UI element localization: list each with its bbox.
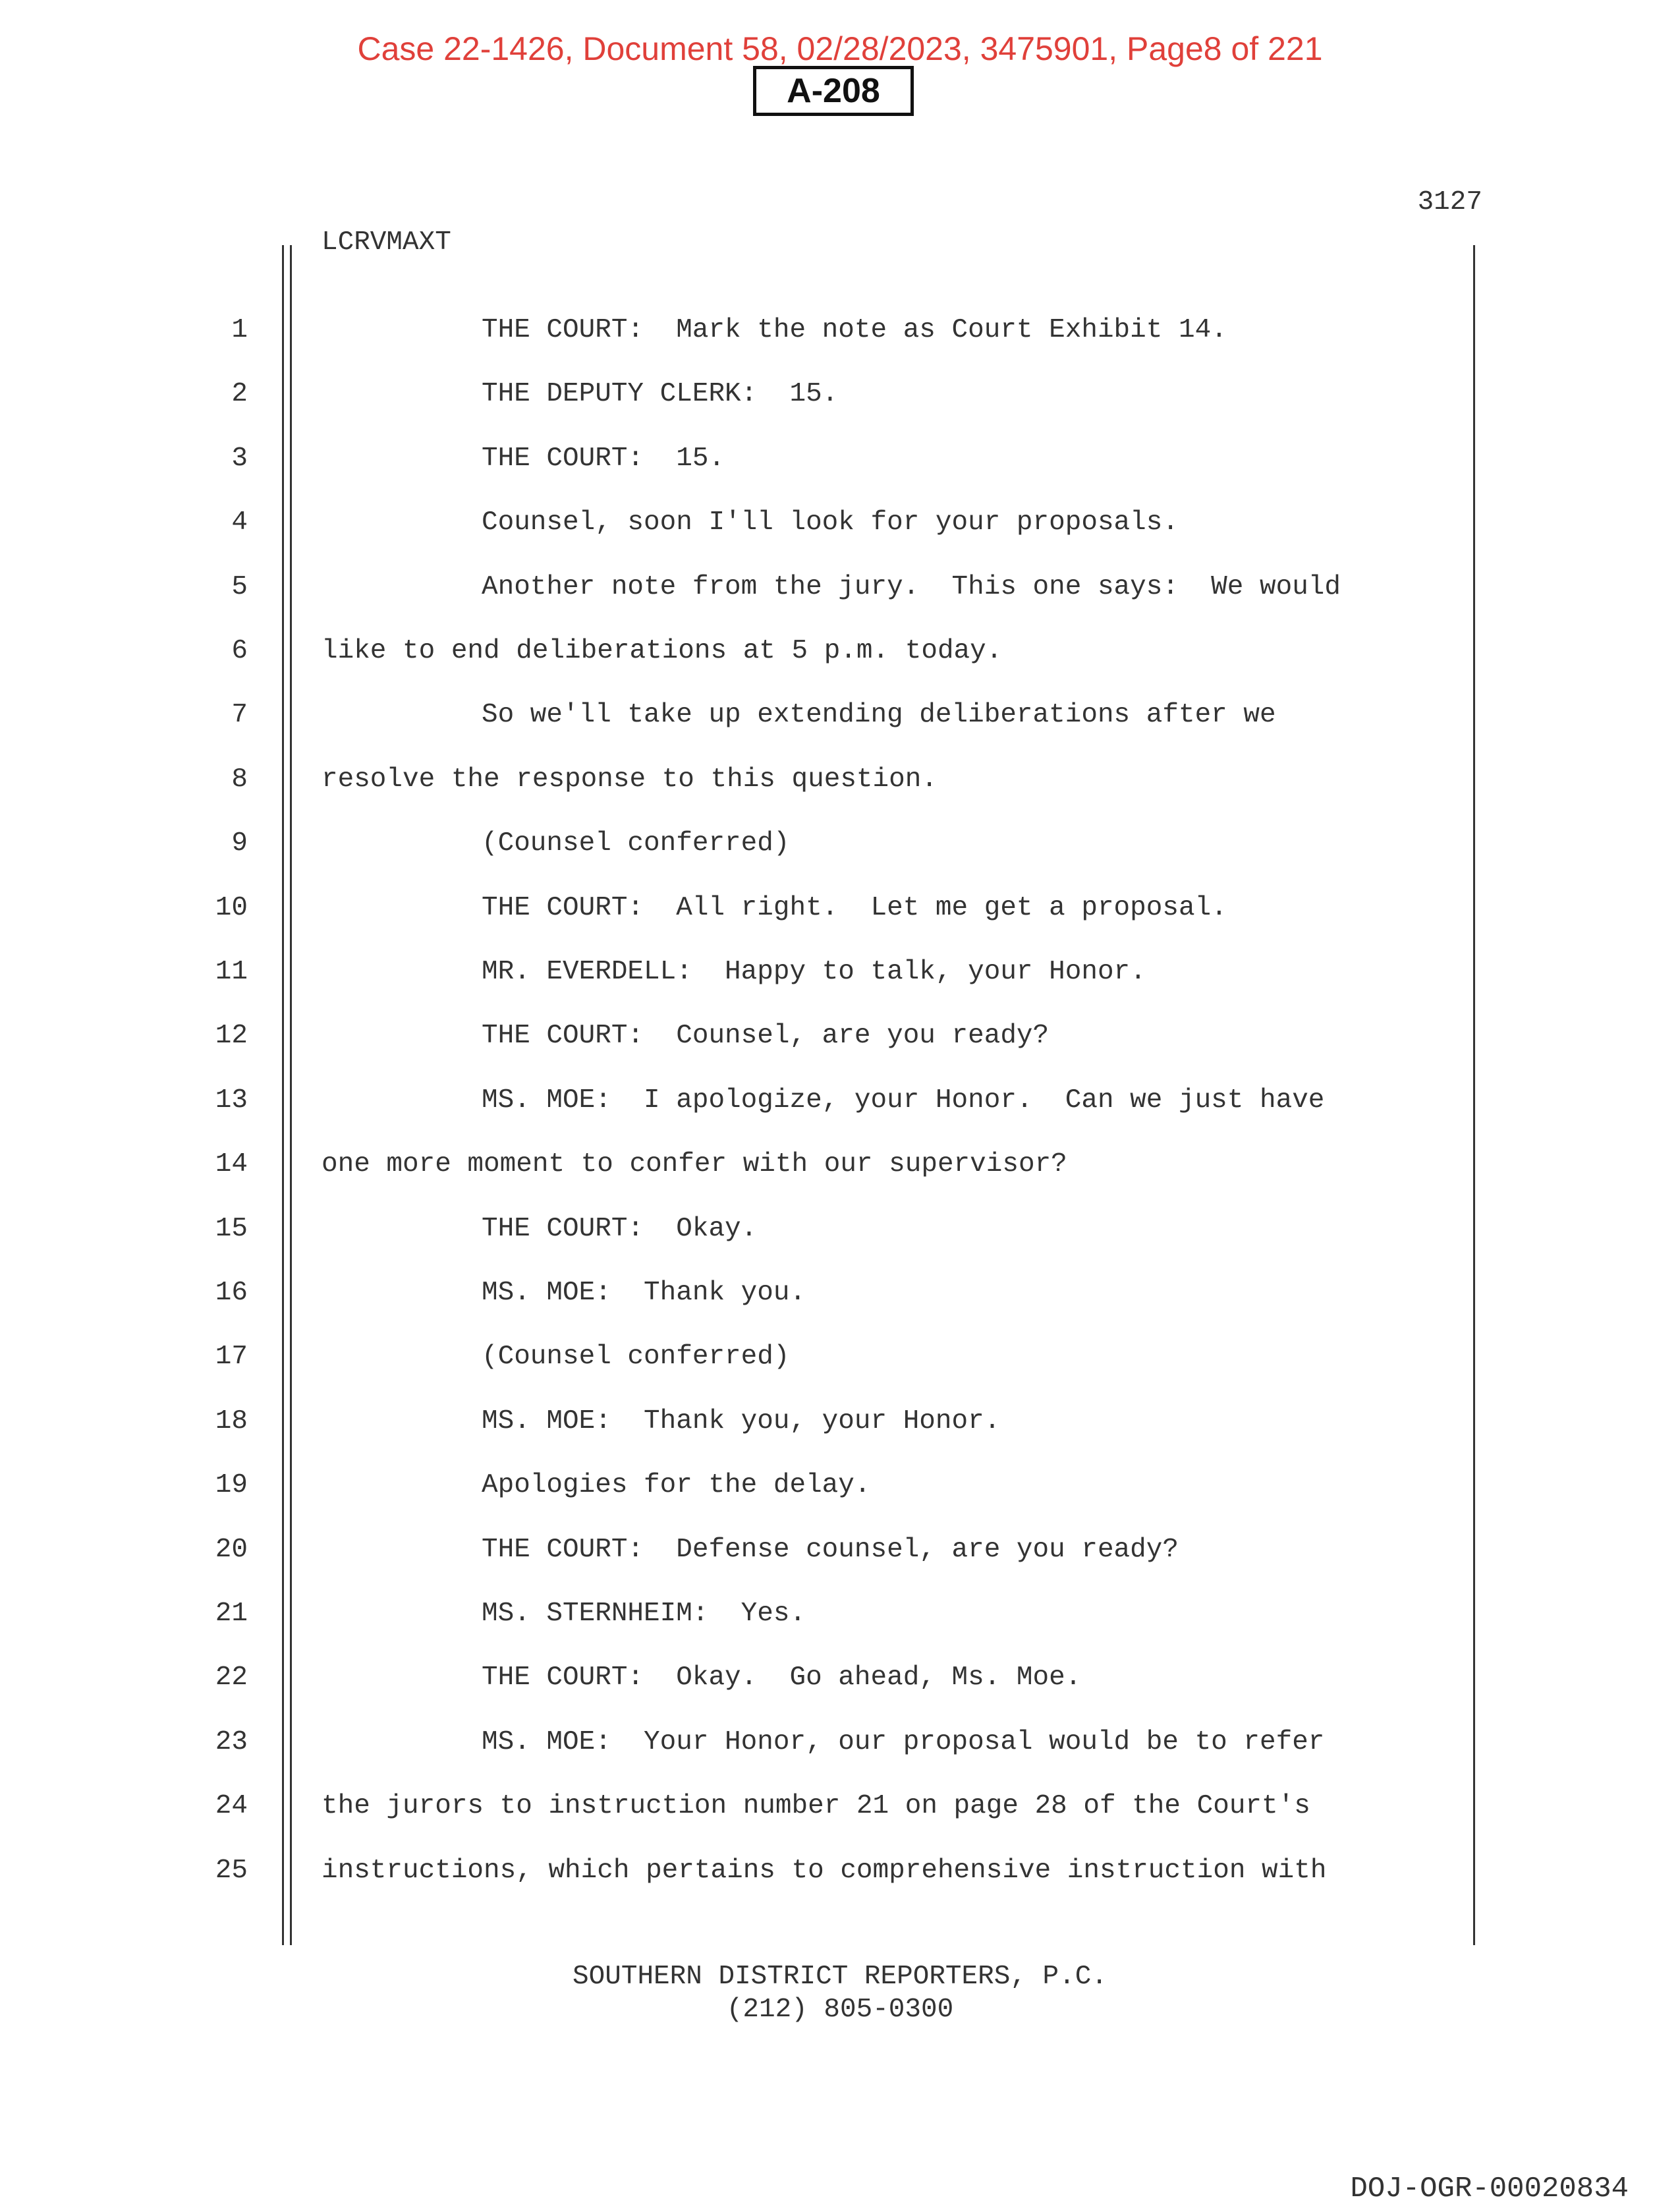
line-number: 10 (215, 893, 248, 923)
line-number: 17 (215, 1342, 248, 1372)
line-number: 13 (215, 1085, 248, 1116)
line-number: 1 (231, 315, 248, 345)
line-number: 14 (215, 1149, 248, 1179)
transcript-line: like to end deliberations at 5 p.m. today. (322, 636, 1003, 666)
line-number: 23 (215, 1727, 248, 1757)
line-number: 7 (231, 700, 248, 730)
line-number: 6 (231, 636, 248, 666)
line-number: 19 (215, 1470, 248, 1500)
transcript-line: resolve the response to this question. (322, 764, 938, 795)
transcript-line: MS. MOE: Thank you. (482, 1278, 806, 1308)
transcript-line: instructions, which pertains to comprehensive instruction with (322, 1856, 1327, 1886)
line-number: 12 (215, 1021, 248, 1051)
transcript-line: (Counsel conferred) (482, 828, 790, 859)
transcript-line: MS. STERNHEIM: Yes. (482, 1599, 806, 1629)
line-number: 8 (231, 764, 248, 795)
transcript-line: (Counsel conferred) (482, 1342, 790, 1372)
case-code: LCRVMAXT (322, 227, 451, 258)
transcript-line: THE COURT: Okay. Go ahead, Ms. Moe. (482, 1662, 1082, 1693)
exhibit-label: A-208 (753, 66, 914, 116)
line-number: 16 (215, 1278, 248, 1308)
transcript-line: Apologies for the delay. (482, 1470, 871, 1500)
line-number: 2 (231, 379, 248, 409)
line-number: 22 (215, 1662, 248, 1693)
transcript-line: MS. MOE: Thank you, your Honor. (482, 1406, 1001, 1436)
transcript-line: the jurors to instruction number 21 on page 28 of the Court's (322, 1791, 1310, 1821)
left-margin-rule-outer (282, 245, 284, 1945)
page-number: 3127 (1417, 187, 1482, 217)
transcript-line: MS. MOE: Your Honor, our proposal would be to refer (482, 1727, 1325, 1757)
transcript-line: Another note from the jury. This one says: We would (482, 572, 1341, 602)
transcript-line: THE COURT: Defense counsel, are you ready? (482, 1535, 1179, 1565)
line-number: 9 (231, 828, 248, 859)
line-number: 4 (231, 507, 248, 538)
line-number: 24 (215, 1791, 248, 1821)
transcript-line: MR. EVERDELL: Happy to talk, your Honor. (482, 957, 1146, 987)
transcript-line: one more moment to confer with our supervisor? (322, 1149, 1067, 1179)
line-number: 18 (215, 1406, 248, 1436)
transcript-line: THE COURT: Okay. (482, 1214, 758, 1244)
reporter-phone: (212) 805-0300 (726, 1995, 954, 2025)
transcript-line: THE COURT: Counsel, are you ready? (482, 1021, 1050, 1051)
transcript-line: MS. MOE: I apologize, your Honor. Can we just have (482, 1085, 1325, 1116)
transcript-line: THE COURT: 15. (482, 443, 725, 474)
transcript-line: THE COURT: Mark the note as Court Exhibit 14. (482, 315, 1227, 345)
line-number: 11 (215, 957, 248, 987)
case-filing-header: Case 22-1426, Document 58, 02/28/2023, 3475901, Page8 of 221 (357, 30, 1323, 67)
transcript-line: So we'll take up extending deliberations after we (482, 700, 1276, 730)
line-number: 3 (231, 443, 248, 474)
right-margin-rule (1473, 245, 1475, 1945)
transcript-line: THE COURT: All right. Let me get a proposal. (482, 893, 1227, 923)
transcript-line: Counsel, soon I'll look for your proposals. (482, 507, 1179, 538)
line-number: 15 (215, 1214, 248, 1244)
line-number: 20 (215, 1535, 248, 1565)
bates-number: DOJ-OGR-00020834 (1350, 2172, 1629, 2205)
line-number: 5 (231, 572, 248, 602)
line-number: 21 (215, 1599, 248, 1629)
line-number: 25 (215, 1856, 248, 1886)
transcript-line: THE DEPUTY CLERK: 15. (482, 379, 839, 409)
reporter-name: SOUTHERN DISTRICT REPORTERS, P.C. (573, 1962, 1107, 1992)
left-margin-rule-inner (290, 245, 292, 1945)
